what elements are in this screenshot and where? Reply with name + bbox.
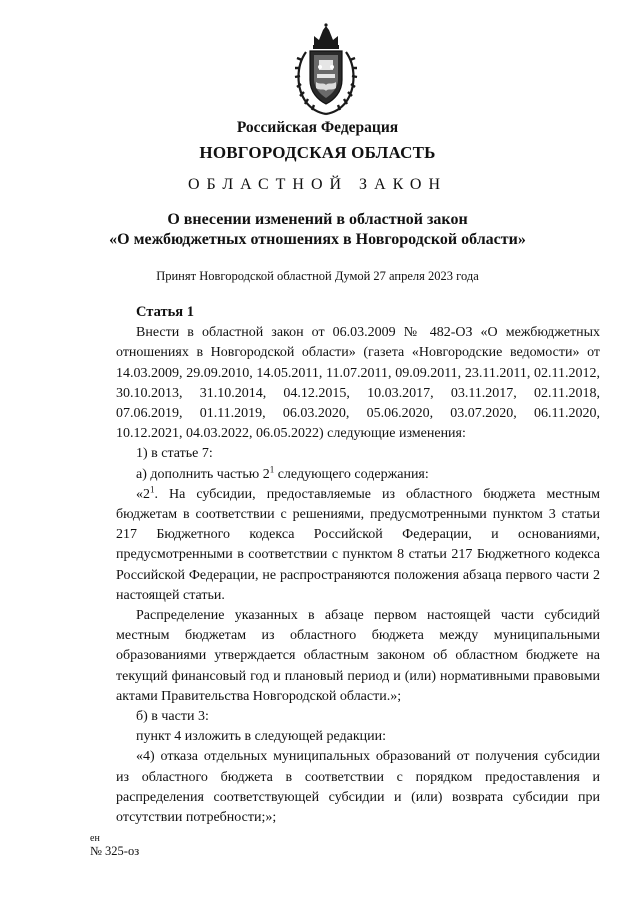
paragraph-item-1: 1) в статье 7: (136, 446, 213, 462)
paragraph-intro: Внести в областной закон от 06.03.2009 № 482-ОЗ «О межбюджетных отношениях в Новгородской области» (газета «Новгородские ведомости» от 14.03.2009, 29.09.2010, 14.05.2011, 11.07.2011, 09.09.2011, 23.11.2011, 02.11.2012, 30.10.2013, 31.10.2014, 04.12.2015, 10.03.2017, 03.11.2017, 02.11.2018, 07.06.2019, 01.11.2019, 06.03.2020, 05.06.2020, 03.07.2020, 06.11.2020, 10.12.2021, 04.03.2022, 06.05.2022) следующие изменения: (116, 325, 600, 442)
article-body (116, 302, 600, 828)
item-a-text: а) дополнить частью 2 (136, 466, 270, 482)
paragraph-part-2-1 (116, 485, 600, 606)
adoption-note: Принят Новгородской областной Думой 27 апреля 2023 года (156, 269, 479, 283)
item-a-text-end: следующего содержания: (274, 466, 429, 482)
footer-registration (90, 832, 139, 858)
federation-title: Российская Федерация (236, 119, 399, 136)
paragraph-item-a (116, 465, 600, 485)
law-number: № 325-оз (90, 844, 140, 858)
paragraph-distribution: Распределение указанных в абзаце первом настоящей части субсидий местным бюджетам из областного бюджета между муниципальными образованиями утверждается областным законом об областном бюджете на текущий финансовый год и плановый период и (или) нормативными правовыми актами Правительства Новгородской области.»; (116, 608, 600, 704)
part-2-1-number: «2 (136, 486, 150, 502)
oblast-title: НОВГОРОДСКАЯ ОБЛАСТЬ (199, 143, 436, 162)
law-type: ОБЛАСТНОЙ ЗАКОН (187, 176, 447, 193)
novgorod-coat-of-arms-icon (292, 22, 360, 116)
footer-initials: ен (90, 833, 100, 844)
paragraph-item-b: б) в части 3: (136, 709, 209, 725)
article-heading: Статья 1 (136, 304, 194, 320)
part-2-1-text: . На субсидии, предоставляемые из областного бюджета местным бюджетам в соответствии с решениями, предусмотренными пунктом 3 статьи 217 Бюджетного кодекса Российской Федерации, и основаниями, предусмотренными в соответствии с пунктом 8 статьи 217 Бюджетного кодекса Российской Федерации, не распространяются положения абзаца первого части 2 настоящей статьи. (116, 486, 600, 603)
part-2-1-superscript: 1 (150, 484, 155, 495)
item-a-superscript: 1 (269, 463, 275, 474)
law-title-line-2: «О межбюджетных отношениях в Новгородской области» (109, 231, 526, 248)
paragraph-point-4: пункт 4 изложить в следующей редакции: (136, 729, 386, 745)
paragraph-point-4-text: «4) отказа отдельных муниципальных образований от получения субсидии из областного бюджета в соответствии с порядком предоставления и распределения соответствующей субсидии и (или) возврата субсидии при отсутствии потребности;»; (116, 749, 600, 826)
law-title-line-1: О внесении изменений в областной закон (167, 211, 468, 228)
